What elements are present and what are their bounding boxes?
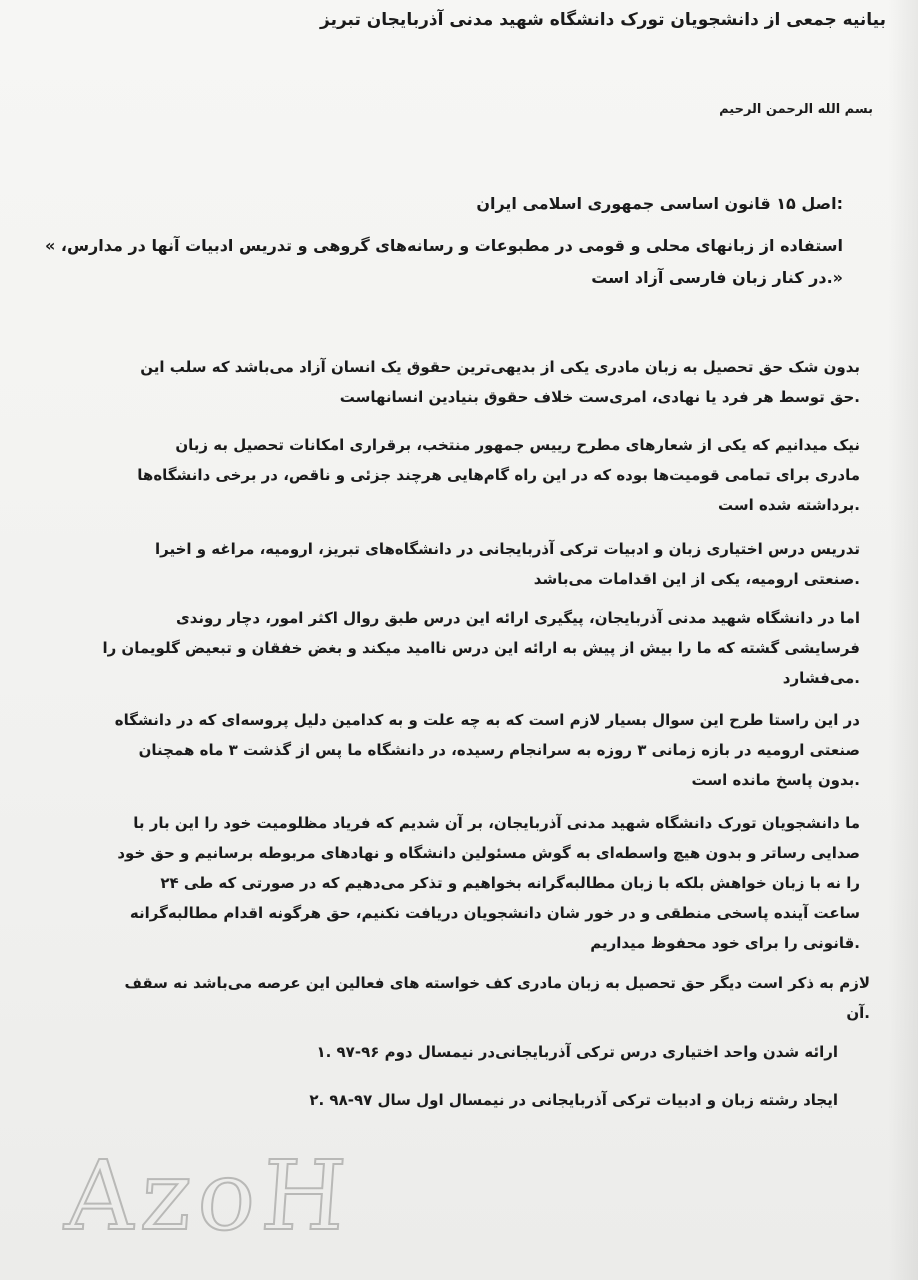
article-heading: :اصل ۱۵ قانون اساسی جمهوری اسلامی ایران <box>476 194 843 213</box>
paragraph-line: صدایی رساتر و بدون هیچ واسطه‌ای به گوش مسئولین دانشگاه و نهادهای مربوطه برسانیم و حق خود <box>117 844 860 862</box>
demand-item-1: ارائه شدن واحد اختیاری درس ترکی آذربایجانی‌در نیمسال دوم ۹۶-۹۷ .۱ <box>316 1043 838 1061</box>
paragraph-line: صنعتی ارومیه در بازه زمانی ۳ روزه به سرانجام رسیده، در دانشگاه ما پس از گذشت ۳ ماه همچنان <box>138 741 860 759</box>
paragraph <box>124 968 870 1028</box>
paragraph-line: .برداشته شده است <box>718 496 860 514</box>
paragraph-line: در این راستا طرح این سوال بسیار لازم است که به چه علت و به کدامین دلیل پروسه‌ای که در دانشگاه <box>114 711 860 729</box>
paragraph-line: .قانونی را برای خود محفوظ میداریم <box>590 934 860 952</box>
basmala: بسم الله الرحمن الرحیم <box>719 102 873 117</box>
paragraph-line: نیک میدانیم که یکی از شعارهای مطرح رییس جمهور منتخب، برقراری امکانات تحصیل به زبان <box>175 436 860 454</box>
demand-item-2: ایجاد رشته زبان و ادبیات ترکی آذربایجانی در نیمسال اول سال ۹۷-۹۸ .۲ <box>309 1091 838 1109</box>
paragraph-line: مادری برای تمامی قومیت‌ها بوده که در این راه گام‌هایی هرچند جزئی و ناقص، در برخی دانشگاه‌ها <box>137 466 860 484</box>
paragraph-line: لازم به ذکر است دیگر حق تحصیل به زبان مادری کف خواسته های فعالین این عرصه می‌باشد نه سقف <box>124 974 870 992</box>
page-edge-shadow <box>888 0 918 1280</box>
paragraph <box>114 705 860 795</box>
paragraph <box>155 534 860 594</box>
statement-title: بیانیه جمعی از دانشجویان تورک دانشگاه شهید مدنی آذربایجان تبریز <box>320 10 886 30</box>
paragraph <box>102 603 860 693</box>
paragraph <box>140 352 860 412</box>
paragraph-line: .آن <box>846 1004 870 1022</box>
paragraph-line: ساعت آینده پاسخی منطقی و در خور شان دانشجویان دریافت نکنیم، حق هرگونه اقدام مطالبه‌گرانه <box>129 904 860 922</box>
paragraph-line: .صنعتی ارومیه، یکی از این اقدامات می‌باشد <box>533 570 860 588</box>
paragraph-line: تدریس درس اختیاری زبان و ادبیات ترکی آذربایجانی در دانشگاه‌های تبریز، ارومیه، مراغه و اخیرا <box>154 540 860 558</box>
paragraph-line: .می‌فشارد <box>782 669 860 687</box>
article-quote-line-2: «.در کنار زبان فارسی آزاد است <box>591 268 843 287</box>
paragraph-line: فرسایشی گشته که ما را بیش از پیش به ارائه این درس ناامید میکند و بغض خفقان و تبعیض گلویمان را <box>102 639 860 657</box>
azoh-watermark: AzoH <box>62 1140 356 1252</box>
paragraph-line: را نه با زبان خواهش بلکه با زبان مطالبه‌گرانه بخواهیم و تذکر می‌دهیم که در صورتی که طی ۲۴ <box>160 874 860 892</box>
paragraph-line: اما در دانشگاه شهید مدنی آذربایجان، پیگیری ارائه این درس طبق روال اکثر امور، دچار روندی <box>176 609 860 627</box>
paragraph <box>117 808 860 958</box>
paragraph-line: .حق توسط هر فرد یا نهادی، امری‌ست خلاف حقوق بنیادین انسانهاست <box>339 388 860 406</box>
paragraph <box>137 430 860 520</box>
paragraph-line: بدون شک حق تحصیل به زبان مادری یکی از بدیهی‌ترین حقوق یک انسان آزاد می‌باشد که سلب این <box>140 358 860 376</box>
paragraph-line: .بدون پاسخ مانده است <box>691 771 860 789</box>
paragraph-line: ما دانشجویان تورک دانشگاه شهید مدنی آذربایجان، بر آن شدیم که فریاد مظلومیت خود را این بار با <box>133 814 860 832</box>
article-quote-line-1: استفاده از زبانهای محلی و قومی در مطبوعات و رسانه‌های گروهی و تدریس ادبیات آنها در مدارس، » <box>44 236 843 255</box>
